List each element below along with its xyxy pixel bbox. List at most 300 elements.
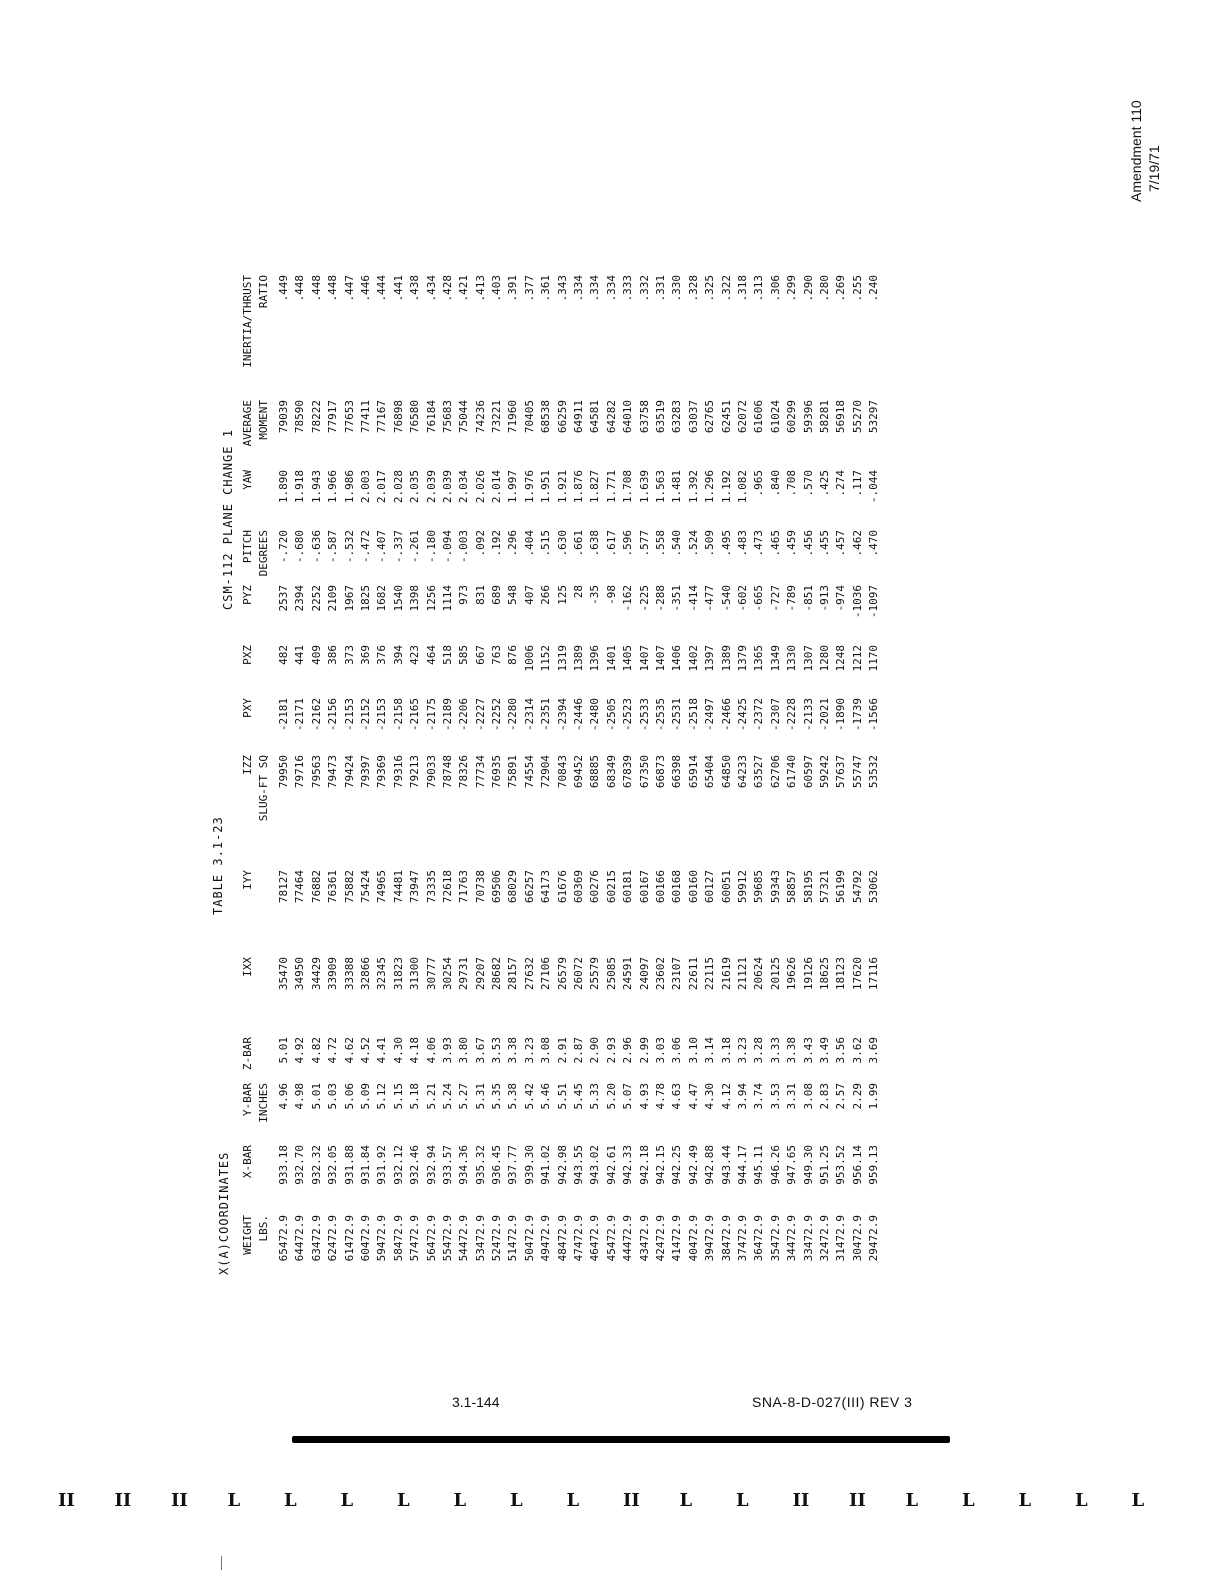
cell-izz: 79397 (358, 755, 372, 789)
table-row (686, 75, 702, 1275)
cell-pyz: 1540 (391, 585, 405, 612)
cell-pxz: 394 (391, 645, 405, 665)
cell-avg: 62072 (735, 400, 749, 434)
cell-yaw: 1.976 (522, 470, 536, 504)
cell-pitch: -.003 (457, 530, 471, 564)
cell-ybar: 2.57 (834, 1083, 848, 1110)
cell-pxy: -2158 (391, 698, 405, 732)
cell-ybar: 4.12 (719, 1083, 733, 1110)
cell-ratio: .434 (424, 275, 438, 302)
cell-pitch: .473 (752, 530, 766, 557)
cell-weight: 49472.9 (539, 1215, 553, 1262)
cell-pxz: 376 (375, 645, 389, 665)
cell-ixx: 23602 (653, 957, 667, 991)
cell-yaw: 2.035 (408, 470, 422, 504)
cell-avg: 62451 (719, 400, 733, 434)
table-row (768, 75, 784, 1275)
cell-pitch: .459 (785, 530, 799, 557)
cell-xbar: 944.17 (735, 1145, 749, 1185)
cell-weight: 48472.9 (555, 1215, 569, 1262)
header-weight: WEIGHT (241, 1215, 254, 1255)
cell-ixx: 20624 (752, 957, 766, 991)
cell-iyy: 53062 (867, 870, 881, 904)
table-row (276, 75, 292, 1275)
cell-zbar: 2.93 (604, 1037, 618, 1064)
cell-pyz: -789 (785, 585, 799, 612)
cell-ixx: 17620 (850, 957, 864, 991)
cell-izz: 64850 (719, 755, 733, 789)
cell-yaw: 2.039 (424, 470, 438, 504)
cell-ratio: .334 (588, 275, 602, 302)
cell-ixx: 29207 (473, 957, 487, 991)
cell-pxy: -2153 (342, 698, 356, 732)
cell-avg: 70405 (522, 400, 536, 434)
cell-pyz: -851 (801, 585, 815, 612)
cell-pxy: -2531 (670, 698, 684, 732)
cell-avg: 76184 (424, 400, 438, 434)
cell-ixx: 31823 (391, 957, 405, 991)
cell-weight: 29472.9 (867, 1215, 881, 1262)
cell-pitch: -.472 (358, 530, 372, 564)
cell-yaw: .274 (834, 470, 848, 497)
cell-pitch: .092 (473, 530, 487, 557)
cell-pxy: -2227 (473, 698, 487, 732)
cell-yaw: 1.876 (572, 470, 586, 504)
cell-weight: 40472.9 (686, 1215, 700, 1262)
cell-ratio: .446 (358, 275, 372, 302)
cell-pitch: .456 (801, 530, 815, 557)
cell-pxz: 1280 (817, 645, 831, 672)
cell-avg: 62765 (703, 400, 717, 434)
cell-yaw: 1.918 (293, 470, 307, 504)
cell-pxy: -2153 (375, 698, 389, 732)
cell-zbar: 2.91 (555, 1037, 569, 1064)
cell-xbar: 942.98 (555, 1145, 569, 1185)
cell-izz: 53532 (867, 755, 881, 789)
cell-ybar: 5.09 (358, 1083, 372, 1110)
cell-weight: 54472.9 (457, 1215, 471, 1262)
header-ratio: INERTIA/THRUST (241, 275, 254, 368)
cell-pitch: .661 (572, 530, 586, 557)
cell-pxz: 1389 (719, 645, 733, 672)
cell-pyz: 1825 (358, 585, 372, 612)
cell-zbar: 4.72 (326, 1037, 340, 1064)
cell-izz: 78326 (457, 755, 471, 789)
cell-pxz: 585 (457, 645, 471, 665)
cell-pxz: 1330 (785, 645, 799, 672)
cell-pitch: .465 (768, 530, 782, 557)
cell-avg: 77411 (358, 400, 372, 434)
cell-xbar: 942.25 (670, 1145, 684, 1185)
cell-ybar: 5.27 (457, 1083, 471, 1110)
cell-ratio: .318 (735, 275, 749, 302)
cell-pitch: .404 (522, 530, 536, 557)
cell-iyy: 60215 (604, 870, 618, 904)
header-pitch: PITCH (241, 530, 254, 564)
cell-izz: 68349 (604, 755, 618, 789)
cell-yaw: .570 (801, 470, 815, 497)
table-row (374, 75, 390, 1275)
cell-pxy: -2425 (735, 698, 749, 732)
cell-pyz: -974 (834, 585, 848, 612)
punch-mark: L (736, 1490, 749, 1511)
cell-pyz: -288 (653, 585, 667, 612)
cell-izz: 65404 (703, 755, 717, 789)
cell-weight: 39472.9 (703, 1215, 717, 1262)
cell-weight: 32472.9 (817, 1215, 831, 1262)
cell-pxz: 1006 (522, 645, 536, 672)
cell-izz: 79716 (293, 755, 307, 789)
cell-ixx: 18123 (834, 957, 848, 991)
cell-yaw: 1.481 (670, 470, 684, 504)
cell-zbar: 3.28 (752, 1037, 766, 1064)
cell-pxz: 1170 (867, 645, 881, 672)
cell-yaw: 2.028 (391, 470, 405, 504)
cell-ratio: .255 (850, 275, 864, 302)
cell-ratio: .447 (342, 275, 356, 302)
cell-xbar: 936.45 (490, 1145, 504, 1185)
cell-pxy: -2518 (686, 698, 700, 732)
header-zbar: Z-BAR (241, 1037, 254, 1071)
cell-pyz: 689 (490, 585, 504, 605)
cell-pyz: 266 (539, 585, 553, 605)
cell-izz: 65914 (686, 755, 700, 789)
cell-xbar: 942.15 (653, 1145, 667, 1185)
cell-weight: 50472.9 (522, 1215, 536, 1262)
cell-pxy: -2189 (440, 698, 454, 732)
table-row (358, 75, 374, 1275)
cell-zbar: 3.53 (490, 1037, 504, 1064)
cell-pxz: 1407 (653, 645, 667, 672)
cell-zbar: 4.30 (391, 1037, 405, 1064)
cell-izz: 74554 (522, 755, 536, 789)
table-row (637, 75, 653, 1275)
cell-ybar: 5.03 (326, 1083, 340, 1110)
cell-pitch: .455 (817, 530, 831, 557)
table-row (391, 75, 407, 1275)
punch-mark: L (1018, 1490, 1032, 1511)
header-izz-unit: SLUG-FT SQ (257, 755, 270, 822)
cell-pitch: .296 (506, 530, 520, 557)
cell-iyy: 75882 (342, 870, 356, 904)
cell-zbar: 2.96 (621, 1037, 635, 1064)
cell-ybar: 4.93 (637, 1083, 651, 1110)
header-avg: AVERAGE (241, 400, 254, 447)
cell-izz: 79424 (342, 755, 356, 789)
table-row (850, 75, 866, 1275)
cell-pxy: -2280 (506, 698, 520, 732)
table-row (522, 75, 538, 1275)
cell-pxz: 1401 (604, 645, 618, 672)
table-row (342, 75, 358, 1275)
cell-avg: 64911 (572, 400, 586, 434)
cell-weight: 45472.9 (604, 1215, 618, 1262)
cell-pxz: 1152 (539, 645, 553, 672)
cell-pxy: -2307 (768, 698, 782, 732)
cell-ybar: 1.99 (867, 1083, 881, 1110)
cell-pyz: 2252 (309, 585, 323, 612)
cell-pitch: -.337 (391, 530, 405, 564)
cell-zbar: 3.93 (440, 1037, 454, 1064)
cell-pitch: .540 (670, 530, 684, 557)
cell-zbar: 4.18 (408, 1037, 422, 1064)
cell-izz: 75891 (506, 755, 520, 789)
cell-weight: 35472.9 (768, 1215, 782, 1262)
cell-ratio: .377 (522, 275, 536, 302)
cell-zbar: 3.69 (867, 1037, 881, 1064)
cell-xbar: 932.32 (309, 1145, 323, 1185)
cell-weight: 42472.9 (653, 1215, 667, 1262)
cell-weight: 53472.9 (473, 1215, 487, 1262)
cell-zbar: 3.06 (670, 1037, 684, 1064)
cell-izz: 79213 (408, 755, 422, 789)
table-row (473, 75, 489, 1275)
cell-avg: 77653 (342, 400, 356, 434)
cell-pitch: -.532 (342, 530, 356, 564)
cell-pyz: -477 (703, 585, 717, 612)
cell-pxz: 518 (440, 645, 454, 665)
cell-zbar: 3.38 (785, 1037, 799, 1064)
cell-zbar: 3.33 (768, 1037, 782, 1064)
cell-ratio: .328 (686, 275, 700, 302)
cell-ybar: 5.33 (588, 1083, 602, 1110)
cell-pitch: -.587 (326, 530, 340, 564)
cell-ixx: 25579 (588, 957, 602, 991)
cell-ratio: .343 (555, 275, 569, 302)
cell-pyz: 407 (522, 585, 536, 605)
cell-weight: 37472.9 (735, 1215, 749, 1262)
cell-pxz: 423 (408, 645, 422, 665)
cell-izz: 66398 (670, 755, 684, 789)
cell-yaw: 1.771 (604, 470, 618, 504)
cell-ybar: 5.18 (408, 1083, 422, 1110)
cell-pxz: 1397 (703, 645, 717, 672)
table-body (276, 75, 882, 1275)
cell-xbar: 931.88 (342, 1145, 356, 1185)
document-id: SNA-8-D-027(III) REV 3 (752, 1394, 913, 1410)
mass-properties-table (211, 75, 1220, 1275)
punch-mark: L (905, 1490, 919, 1511)
cell-pyz: 831 (473, 585, 487, 605)
cell-avg: 56918 (834, 400, 848, 434)
cell-ybar: 3.08 (801, 1083, 815, 1110)
cell-pitch: -.407 (375, 530, 389, 564)
cell-weight: 55472.9 (440, 1215, 454, 1262)
cell-izz: 55747 (850, 755, 864, 789)
cell-weight: 34472.9 (785, 1215, 799, 1262)
cell-avg: 74236 (473, 400, 487, 434)
cell-xbar: 943.55 (572, 1145, 586, 1185)
cell-zbar: 4.41 (375, 1037, 389, 1064)
cell-xbar: 939.30 (522, 1145, 536, 1185)
cell-weight: 41472.9 (670, 1215, 684, 1262)
cell-yaw: 1.708 (621, 470, 635, 504)
punch-mark-row (0, 1490, 1220, 1514)
cell-weight: 30472.9 (850, 1215, 864, 1262)
cell-pitch: -.094 (440, 530, 454, 564)
cell-pxy: -2252 (490, 698, 504, 732)
cell-pyz: 125 (555, 585, 569, 605)
cell-ixx: 18625 (817, 957, 831, 991)
cell-zbar: 3.80 (457, 1037, 471, 1064)
cell-pxy: -2133 (801, 698, 815, 732)
table-row (538, 75, 554, 1275)
cell-pxz: 1405 (621, 645, 635, 672)
cell-weight: 43472.9 (637, 1215, 651, 1262)
cell-pyz: -727 (768, 585, 782, 612)
scan-mark (221, 1556, 222, 1570)
cell-iyy: 66257 (522, 870, 536, 904)
cell-zbar: 3.67 (473, 1037, 487, 1064)
cell-ratio: .438 (408, 275, 422, 302)
cell-ybar: 2.29 (850, 1083, 864, 1110)
cell-pxz: 464 (424, 645, 438, 665)
cell-izz: 79369 (375, 755, 389, 789)
cell-pxy: -1739 (850, 698, 864, 732)
cell-iyy: 75424 (358, 870, 372, 904)
cell-ratio: .428 (440, 275, 454, 302)
cell-avg: 58281 (817, 400, 831, 434)
cell-iyy: 60167 (637, 870, 651, 904)
cell-izz: 79033 (424, 755, 438, 789)
cell-xbar: 932.05 (326, 1145, 340, 1185)
cell-weight: 38472.9 (719, 1215, 733, 1262)
coordinates-title: X(A)COORDINATES (217, 1151, 231, 1275)
punch-mark: L (510, 1490, 523, 1511)
cell-pyz: 2537 (277, 585, 290, 612)
cell-pxy: -2021 (817, 698, 831, 732)
cell-ybar: 3.94 (735, 1083, 749, 1110)
cell-yaw: .965 (752, 470, 766, 497)
cell-ratio: .413 (473, 275, 487, 302)
cell-pitch: .630 (555, 530, 569, 557)
header-izz: IZZ (241, 755, 254, 775)
cell-ratio: .448 (326, 275, 340, 302)
cell-zbar: 4.82 (309, 1037, 323, 1064)
cell-iyy: 74965 (375, 870, 389, 904)
cell-pxy: -2533 (637, 698, 651, 732)
cell-ixx: 32345 (375, 957, 389, 991)
cell-pyz: 1114 (440, 585, 454, 612)
cell-weight: 33472.9 (801, 1215, 815, 1262)
header-xbar: X-BAR (241, 1145, 254, 1179)
cell-ybar: 4.78 (653, 1083, 667, 1110)
cell-avg: 76580 (408, 400, 422, 434)
cell-yaw: 2.034 (457, 470, 471, 504)
cell-yaw: 1.943 (309, 470, 323, 504)
cell-pxy: -2394 (555, 698, 569, 732)
cell-ratio: .290 (801, 275, 815, 302)
cell-avg: 73221 (490, 400, 504, 434)
cell-ybar: 5.46 (539, 1083, 553, 1110)
cell-pxz: 667 (473, 645, 487, 665)
cell-iyy: 69506 (490, 870, 504, 904)
cell-pxy: -2446 (572, 698, 586, 732)
cell-pxz: 373 (342, 645, 356, 665)
cell-weight: 36472.9 (752, 1215, 766, 1262)
cell-pxz: 1396 (588, 645, 602, 672)
cell-pyz: -1036 (850, 585, 864, 619)
cell-pyz: -35 (588, 585, 602, 605)
cell-avg: 55270 (850, 400, 864, 434)
cell-ybar: 5.51 (555, 1083, 569, 1110)
cell-avg: 68538 (539, 400, 553, 434)
cell-ratio: .403 (490, 275, 504, 302)
header-ybar-unit: INCHES (257, 1083, 270, 1123)
cell-iyy: 60127 (703, 870, 717, 904)
cell-pxz: 1379 (735, 645, 749, 672)
header-avg-unit: MOMENT (257, 400, 270, 440)
cell-izz: 68885 (588, 755, 602, 789)
cell-avg: 59396 (801, 400, 815, 434)
cell-pitch: -.720 (277, 530, 290, 564)
cell-ybar: 4.30 (703, 1083, 717, 1110)
cell-ratio: .361 (539, 275, 553, 302)
cell-ratio: .306 (768, 275, 782, 302)
header-weight-unit: LBS. (257, 1215, 270, 1242)
cell-ybar: 5.24 (440, 1083, 454, 1110)
cell-ixx: 30254 (440, 957, 454, 991)
csm-title: CSM-112 PLANE CHANGE 1 (221, 429, 235, 610)
cell-pxz: 386 (326, 645, 340, 665)
cell-pxy: -2152 (358, 698, 372, 732)
cell-izz: 69452 (572, 755, 586, 789)
cell-iyy: 68029 (506, 870, 520, 904)
punch-mark: L (227, 1490, 241, 1511)
cell-pitch: -.680 (293, 530, 307, 564)
cell-iyy: 60276 (588, 870, 602, 904)
cell-xbar: 959.13 (867, 1145, 881, 1185)
cell-iyy: 58857 (785, 870, 799, 904)
cell-ixx: 34950 (293, 957, 307, 991)
cell-ratio: .391 (506, 275, 520, 302)
cell-pxy: -2351 (539, 698, 553, 732)
cell-zbar: 3.18 (719, 1037, 733, 1064)
cell-ybar: 5.07 (621, 1083, 635, 1110)
cell-ixx: 27632 (522, 957, 536, 991)
cell-iyy: 60168 (670, 870, 684, 904)
cell-avg: 60299 (785, 400, 799, 434)
cell-pxy: -2228 (785, 698, 799, 732)
footer-rule (292, 1436, 950, 1443)
cell-weight: 65472.9 (277, 1215, 290, 1262)
cell-izz: 79473 (326, 755, 340, 789)
cell-zbar: 3.23 (735, 1037, 749, 1064)
cell-yaw: 1.639 (637, 470, 651, 504)
cell-ixx: 28157 (506, 957, 520, 991)
cell-iyy: 76361 (326, 870, 340, 904)
cell-pxy: -2206 (457, 698, 471, 732)
cell-weight: 44472.9 (621, 1215, 635, 1262)
table-row (620, 75, 636, 1275)
cell-avg: 78590 (293, 400, 307, 434)
cell-ixx: 19126 (801, 957, 815, 991)
amendment-label: Amendment 110 (1128, 100, 1144, 202)
cell-iyy: 71763 (457, 870, 471, 904)
cell-pyz: -1097 (867, 585, 881, 619)
cell-ratio: .448 (293, 275, 307, 302)
cell-zbar: 3.38 (506, 1037, 520, 1064)
cell-avg: 61606 (752, 400, 766, 434)
punch-mark: L (397, 1490, 410, 1511)
cell-pitch: .462 (850, 530, 864, 557)
cell-yaw: 1.563 (653, 470, 667, 504)
cell-zbar: 3.49 (817, 1037, 831, 1064)
cell-iyy: 59912 (735, 870, 749, 904)
cell-pxy: -2181 (277, 698, 290, 732)
cell-ratio: .313 (752, 275, 766, 302)
cell-pxy: -1890 (834, 698, 848, 732)
